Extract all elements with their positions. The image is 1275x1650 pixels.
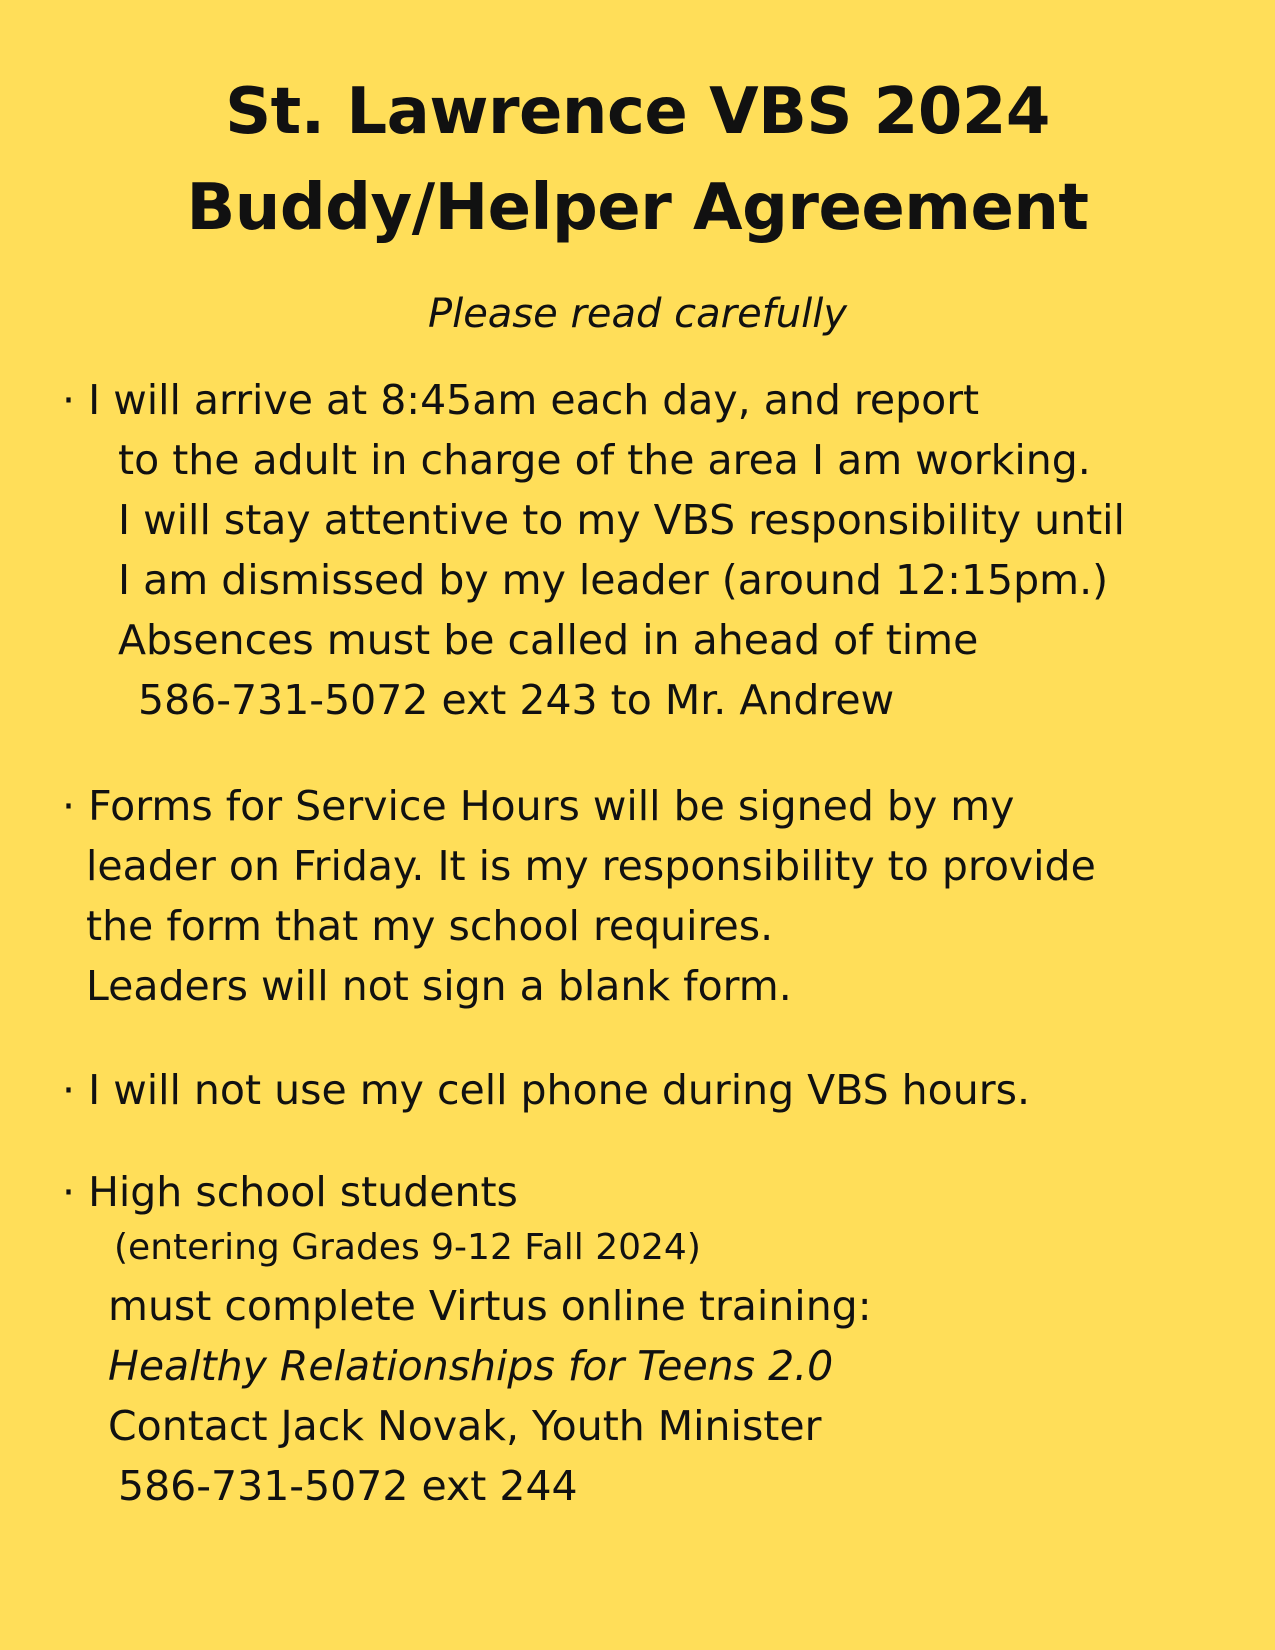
bullet-text-line: Contact Jack Novak, Youth Minister: [108, 1402, 822, 1450]
bullet-text-line: I will stay attentive to my VBS responsibility until: [118, 496, 1125, 544]
subtitle: Please read carefully: [427, 291, 848, 337]
bullet-text-line: · Forms for Service Hours will be signed by my: [62, 782, 1015, 830]
bullet-text-line: the form that my school requires.: [86, 902, 774, 950]
bullet-text-line: · I will not use my cell phone during VBS hours.: [62, 1066, 1030, 1114]
bullet-text-line: to the adult in charge of the area I am working.: [118, 436, 1091, 484]
title-line-2: Buddy/Helper Agreement: [186, 171, 1089, 245]
phone-number-andrew: 586-731-5072 ext 243 to Mr. Andrew: [138, 676, 895, 724]
bullet-text-line: Absences must be called in ahead of time: [118, 616, 979, 664]
phone-number-novak: 586-731-5072 ext 244: [118, 1462, 578, 1510]
bullet-text-line: I am dismissed by my leader (around 12:15pm.): [118, 556, 1109, 604]
bullet-text-line: (entering Grades 9-12 Fall 2024): [114, 1227, 701, 1268]
training-course-name: Healthy Relationships for Teens 2.0: [108, 1342, 834, 1390]
bullet-text-line: · I will arrive at 8:45am each day, and report: [62, 376, 980, 424]
title-line-1: St. Lawrence VBS 2024: [225, 75, 1050, 149]
bullet-text-line: · High school students: [62, 1168, 518, 1216]
bullet-text-line: leader on Friday. It is my responsibility to provide: [86, 842, 1096, 890]
bullet-text-line: must complete Virtus online training:: [108, 1282, 872, 1330]
bullet-text-line: Leaders will not sign a blank form.: [86, 962, 792, 1010]
